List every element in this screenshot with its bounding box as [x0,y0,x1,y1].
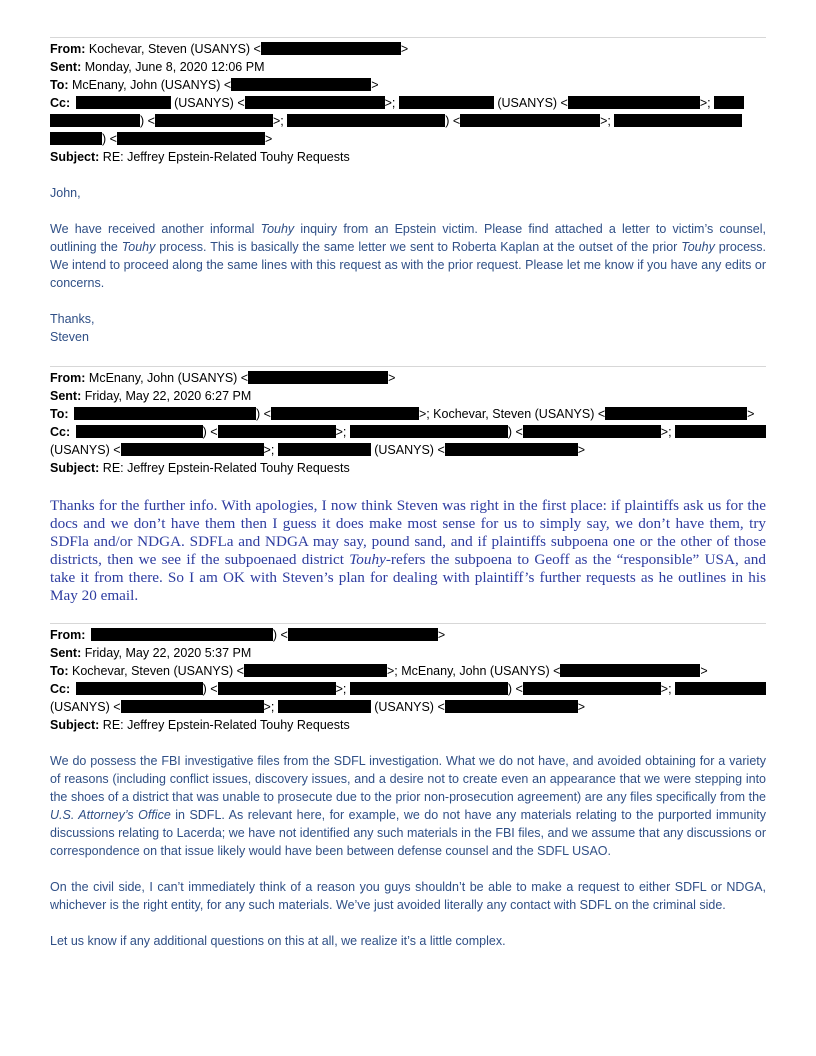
redaction-block [714,96,744,109]
redaction-block [350,425,508,438]
redaction-block [568,96,700,109]
to-line: To: ) < >; Kochevar, Steven (USANYS) < > [50,407,755,421]
to-label: To: [50,78,69,92]
redaction-block [248,371,388,384]
from-label: From: [50,42,86,56]
redaction-block [117,132,265,145]
to-line: To: Kochevar, Steven (USANYS) < >; McEnany, John (USANYS) < > [50,664,708,678]
from-line: From: ) < > [50,628,446,642]
redaction-block [231,78,371,91]
body-paragraph: Thanks for the further info. With apologies, I now think Steven was right in the first place: if plaintiffs ask us for the docs and we don’t have them then I guess it does make most sense for us to simply say, we don’t have them, try SDFla and/or NDGA. SDFLa and NDGA may say, pound sand, and if plaintiffs subpoena one or the other of those districts, then we see if the subpoenaed district Touhy-refers the subpoena to Geoff as the “responsible” USA, and take it from there. So I am OK with Steven’s plan for dealing with plaintiff’s further requests as he outlines in his May 20 email. [50,497,766,604]
cc-line: Cc: ) < >; ) < >; [50,680,766,698]
redaction-block [121,443,264,456]
cc-line: Cc: (USANYS) < >; (USANYS) < >; [50,94,766,112]
redaction-block [614,114,742,127]
redaction-block [523,425,661,438]
cc-line: ) < > [50,130,766,148]
email-header [50,626,766,734]
redaction-block [460,114,600,127]
redaction-block [76,682,203,695]
subject-label: Subject: [50,150,100,164]
sent-line [50,387,766,405]
redaction-block [91,628,273,641]
redaction-block [261,42,401,55]
cc-label: Cc: [50,96,71,110]
redaction-block [288,628,438,641]
separator-line [50,366,766,367]
cc-line: (USANYS) < >; (USANYS) < > [50,443,586,457]
cc-line: Cc: ) < >; ) < >; [50,423,766,441]
subject-text: RE: Jeffrey Epstein-Related Touhy Requests [102,150,350,164]
to-label: To: [50,407,69,421]
redaction-block [245,96,385,109]
cc-label: Cc: [50,682,71,696]
redaction-block [399,96,494,109]
redaction-block [50,132,102,145]
subject-line [50,459,766,477]
redaction-block [287,114,445,127]
to-name: McEnany, John (USANYS) < [72,78,232,92]
redaction-block [76,96,171,109]
email-body [50,497,766,605]
redaction-block [560,664,700,677]
redaction-block [350,682,508,695]
redaction-block [605,407,747,420]
sent-line [50,58,766,76]
from-name: McEnany, John (USANYS) < [88,371,249,385]
email-body [50,184,766,346]
email-header [50,40,766,166]
to-name: Kochevar, Steven (USANYS) < [72,664,244,678]
subject-text: RE: Jeffrey Epstein-Related Touhy Requests [102,461,350,475]
redaction-block [675,425,766,438]
cc-line: (USANYS) < >; (USANYS) < > [50,700,586,714]
email-header [50,369,766,477]
redaction-block [76,425,203,438]
sent-date: Friday, May 22, 2020 5:37 PM [84,646,252,660]
redaction-block [445,443,578,456]
separator-line [50,623,766,624]
from-label: From: [50,371,86,385]
redaction-block [675,682,766,695]
cc-line: ) < >; ) < >; [50,112,766,130]
redaction-block [74,407,256,420]
from-line: From: Kochevar, Steven (USANYS) < > [50,42,409,56]
redaction-block [244,664,387,677]
redaction-block [155,114,273,127]
subject-text: RE: Jeffrey Epstein-Related Touhy Requests [102,718,350,732]
redaction-block [271,407,419,420]
email-body [50,752,766,950]
separator-line [50,37,766,38]
subject-label: Subject: [50,461,100,475]
signature: Steven [50,330,89,344]
sent-date: Friday, May 22, 2020 6:27 PM [84,389,252,403]
subject-label: Subject: [50,718,100,732]
subject-line [50,716,766,734]
closing: Thanks, [50,312,95,326]
redaction-block [218,682,336,695]
from-label: From: [50,628,86,642]
from-name: Kochevar, Steven (USANYS) < [88,42,261,56]
to-label: To: [50,664,69,678]
body-paragraph: We do possess the FBI investigative files from the SDFL investigation. What we do not have, and avoided obtaining for a variety of reasons (including conflict issues, discovery issues, and a desire not to create even an appearance that we were stepping into the shoes of a district that was unable to prosecute due to the prior non-prosecution agreement) are any files specifically from the U.S. Attorney’s Office in SDFL. As relevant here, for example, we do not have any materials relating to the purported immunity discussions relating to Lacerda; we have not identified any such materials in the FBI files, and we assume that any discussions or correspondence on that issue likely would have been between defense counsel and the SDFL USAO. [50,754,767,858]
redaction-block [218,425,336,438]
to-line: To: McEnany, John (USANYS) < > [50,78,379,92]
redaction-block [278,443,371,456]
redaction-block [278,700,371,713]
redaction-block [523,682,661,695]
from-line: From: McEnany, John (USANYS) < > [50,371,396,385]
body-paragraph: On the civil side, I can’t immediately think of a reason you guys shouldn’t be able to make a request to either SDFL or NDGA, whichever is the right entity, for any such materials. We’ve just avoided literally any contact with SDFL on the criminal side. [50,880,766,912]
cc-label: Cc: [50,425,71,439]
redaction-block [121,700,264,713]
subject-line [50,148,766,166]
greeting: John, [50,186,81,200]
redaction-block [50,114,140,127]
redaction-block [445,700,578,713]
body-paragraph: We have received another informal Touhy inquiry from an Epstein victim. Please find attached a letter to victim’s counsel, outlining the Touhy process. This is basically the same letter we sent to Roberta Kaplan at the outset of the prior Touhy process. We intend to proceed along the same lines with this request as with the prior request. Please let me know if you have any edits or concerns. [50,222,766,290]
sent-line [50,644,766,662]
sent-label: Sent: [50,389,82,403]
sent-label: Sent: [50,646,82,660]
body-paragraph: Let us know if any additional questions on this at all, we realize it’s a little complex. [50,934,506,948]
sent-label: Sent: [50,60,82,74]
sent-date: Monday, June 8, 2020 12:06 PM [84,60,265,74]
